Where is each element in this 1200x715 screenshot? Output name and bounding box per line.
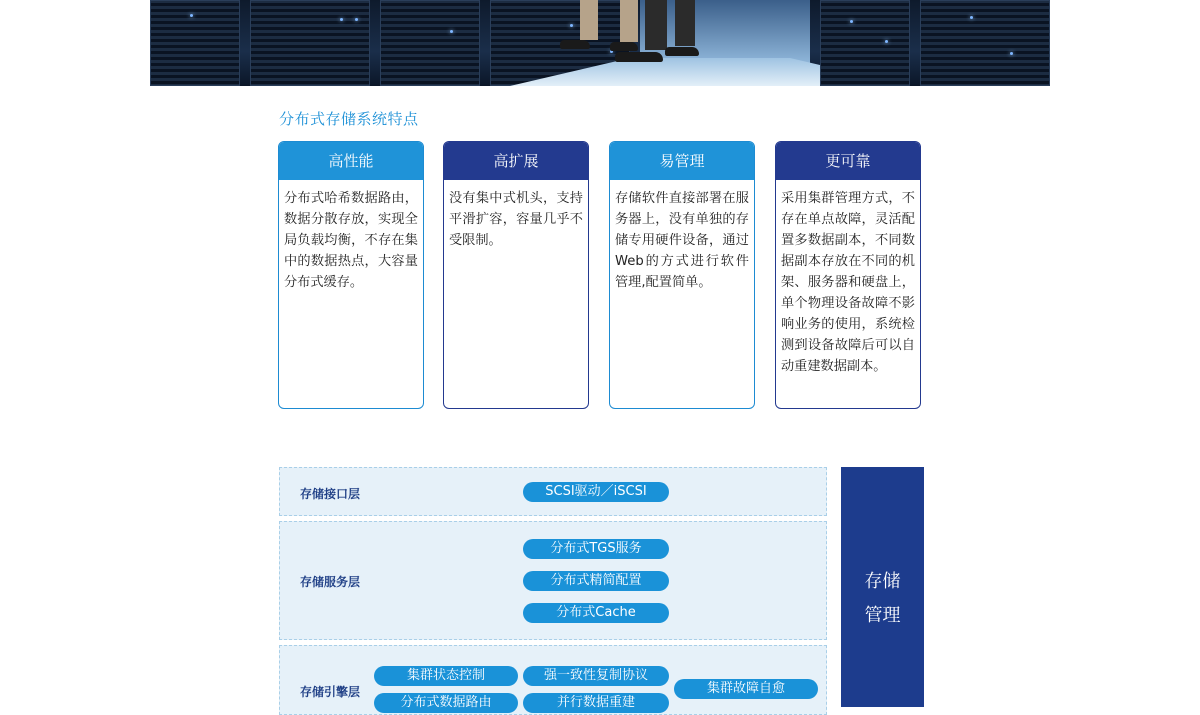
feature-card-text: 存储软件直接部署在服务器上，没有单独的存储专用硬件设备，通过Web的方式进行软件管理,配置简单。 [615,191,749,290]
datacenter-banner-image [150,0,1050,86]
feature-card-text: 分布式哈希数据路由，数据分散存放，实现全局负载均衡，不存在集中的数据热点，大容量分布式缓存。 [284,191,418,290]
section-title: 分布式存储系统特点 [279,110,419,128]
storage-interface-layer [279,467,827,516]
storage-management-panel [841,467,924,707]
feature-card-title: 高扩展 [444,142,588,180]
layer-label: 存储引擎层 [300,685,361,699]
layer-item-cluster-self-healing: 集群故障自愈 [674,679,818,699]
feature-card-more-reliable [775,141,921,409]
feature-card-title: 高性能 [279,142,423,180]
storage-service-layer [279,521,827,640]
management-label-line1: 存储 [864,571,901,592]
feature-card-title: 易管理 [610,142,754,180]
layer-label: 存储服务层 [300,575,361,589]
feature-card-title: 更可靠 [776,142,920,180]
feature-card-high-scalability [443,141,589,409]
layer-item-replication-protocol: 强一致性复制协议 [523,666,669,686]
layer-item-cache: 分布式Cache [523,603,669,623]
layer-item-parallel-rebuild: 并行数据重建 [523,693,669,713]
feature-card-text: 没有集中式机头，支持平滑扩容，容量几乎不受限制。 [449,191,583,248]
management-label-line2: 管理 [864,605,901,626]
feature-card-high-performance [278,141,424,409]
feature-card-easy-management [609,141,755,409]
layer-label: 存储接口层 [300,487,361,501]
layer-item-scsi-iscsi: SCSI驱动／iSCSI [523,482,669,502]
feature-card-text: 采用集群管理方式，不存在单点故障，灵活配置多数据副本，不同数据副本存放在不同的机架、服务器和硬盘上，单个物理设备故障不影响业务的使用，系统检测到设备故障后可以自动重建数据副本。 [781,191,915,374]
layer-item-data-routing: 分布式数据路由 [374,693,518,713]
layer-item-thin-provisioning: 分布式精简配置 [523,571,669,591]
layer-item-tgs-service: 分布式TGS服务 [523,539,669,559]
storage-engine-layer [279,645,827,715]
layer-item-cluster-state-control: 集群状态控制 [374,666,518,686]
